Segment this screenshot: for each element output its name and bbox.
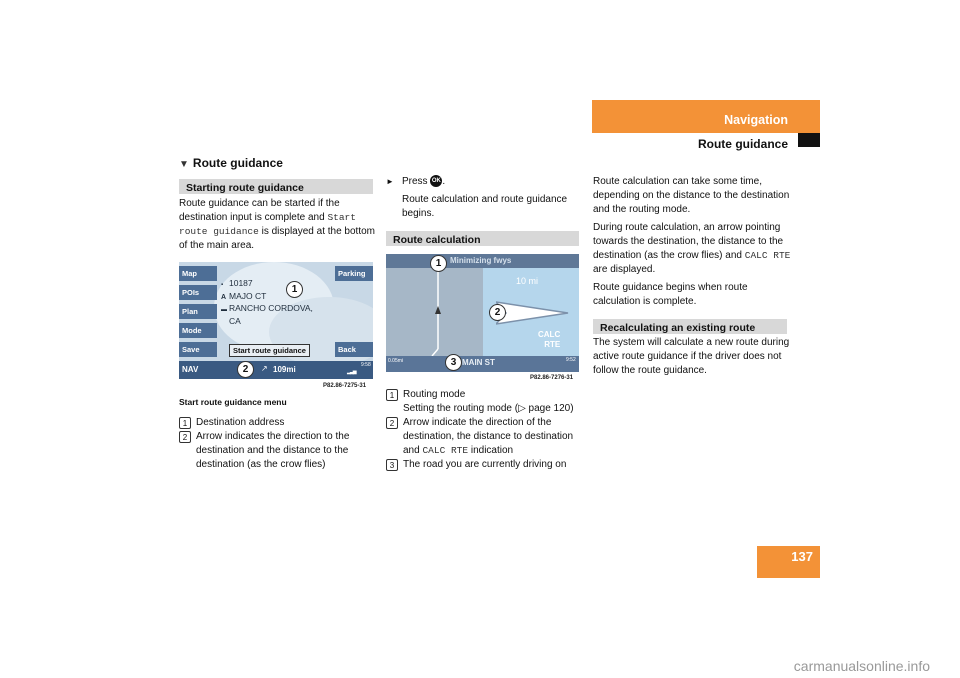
figure-caption: Start route guidance menu [179, 397, 287, 407]
clock-value: 9:58 [361, 362, 371, 368]
image-code-2: P82.86-7276-31 [530, 375, 574, 381]
route-calc-screen [386, 254, 579, 372]
address-city: RANCHO CORDOVA, [229, 303, 313, 313]
image-code-1: P82.86-7275-31 [323, 383, 367, 389]
legend-item: 1 Destination address [179, 416, 375, 430]
distance-to-destination: 10 mi [516, 276, 539, 286]
distance-value: 109mi [273, 365, 296, 374]
footer-watermark[interactable]: carmanualsonline.info [793, 658, 930, 674]
step-result: Route calculation and route guidance begins. [402, 194, 568, 219]
legend-item: 3 The road you are currently driving on [386, 458, 586, 472]
current-road: MAIN ST [462, 358, 495, 367]
address-street: MAJO CT [229, 291, 267, 301]
plan-button[interactable]: Plan [179, 304, 217, 319]
map-button[interactable]: Map [179, 266, 217, 281]
address-state: CA [229, 316, 241, 326]
address-number: 10187 [229, 278, 253, 288]
signal-icon: ▂▃▅ [347, 369, 356, 375]
paragraph-1: Route calculation can take some time, depending on the distance to the destination and the routing mode. [593, 176, 790, 215]
clock-value: 9:52 [566, 357, 576, 363]
col1-paragraph: Route guidance can be started if the destination input is complete and Start route guidance is displayed at the bottom of the main area. [179, 198, 376, 251]
page-number: 137 [791, 549, 813, 564]
legend-item: 2 Arrow indicates the direction to the destination and the distance to the destination (as the crow flies) [179, 430, 375, 472]
city-icon: ▬ [221, 307, 227, 313]
parking-button[interactable]: Parking [335, 266, 373, 281]
direction-arrow-icon [496, 296, 576, 330]
route-calculation-bar: Route calculation [386, 231, 579, 246]
header-marker [798, 133, 820, 147]
status-bar [179, 361, 373, 379]
starting-route-guidance-bar: Starting route guidance [179, 179, 373, 194]
routing-mode-label: Minimizing fwys [450, 256, 512, 265]
recalculating-bar: Recalculating an existing route [593, 319, 787, 334]
col3-text [593, 175, 791, 309]
callout-2: 2 [237, 361, 254, 378]
pois-button[interactable]: POIs [179, 285, 217, 300]
header-title: Navigation [724, 113, 788, 127]
street-icon: A [221, 294, 227, 301]
ok-key-icon: OK [430, 175, 442, 187]
paragraph-2: During route calculation, an arrow pointing towards the destination, the distance to the destination (as the crow flies) and CALC RTE are displayed. [593, 222, 791, 275]
calc-rte-indicator: CALC RTE [538, 330, 561, 349]
callout-2: 2 [489, 304, 506, 321]
step-press-ok: ► Press OK . Route calculation and route guidance begins. [386, 175, 582, 221]
col2-legend [386, 388, 586, 472]
mode-button[interactable]: Mode [179, 323, 217, 338]
direction-arrow-icon: ↗ [261, 364, 268, 373]
back-button[interactable]: Back [335, 342, 373, 357]
start-route-screen [179, 262, 373, 379]
triangle-down-icon: ▼ [179, 159, 189, 170]
callout-1: 1 [286, 281, 303, 298]
start-route-guidance-button[interactable]: Start route guidance [229, 344, 310, 357]
section-title [179, 156, 283, 170]
legend-item: 1 Routing mode Setting the routing mode (▷ page 120) [386, 388, 586, 416]
save-button[interactable]: Save [179, 342, 217, 357]
callout-3: 3 [445, 354, 462, 371]
header-subtitle: Route guidance [697, 137, 788, 151]
paragraph-3: Route guidance begins when route calculation is complete. [593, 282, 748, 307]
col1-legend [179, 416, 375, 472]
legend-item: 2 Arrow indicate the direction of the destination, the distance to destination and CALC RTE indication [386, 416, 586, 458]
house-number-icon: ▪ [221, 282, 224, 288]
step-arrow-icon: ► [386, 177, 394, 186]
scale-label: 0.05mi [388, 358, 404, 364]
paragraph-4: The system will calculate a new route during active route guidance if the driver does not follow the route guidance. [593, 337, 790, 376]
nav-label: NAV [182, 365, 199, 374]
section-title-text: Route guidance [192, 156, 283, 170]
callout-1: 1 [430, 255, 447, 272]
